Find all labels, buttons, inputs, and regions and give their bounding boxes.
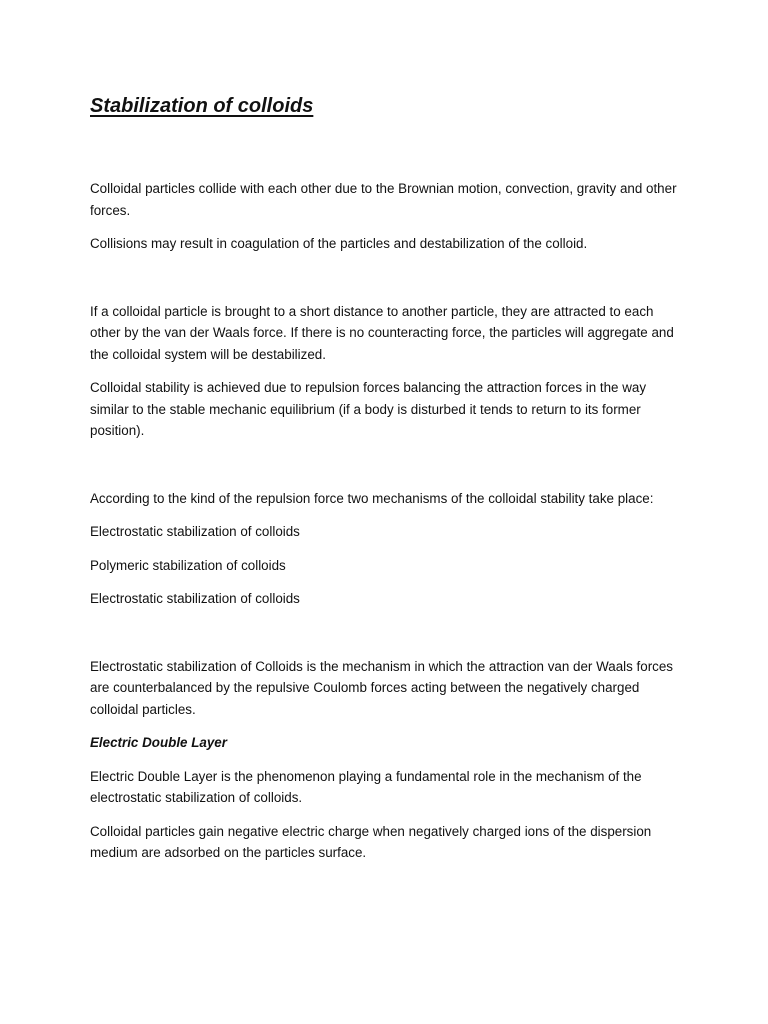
list-item-electrostatic: Electrostatic stabilization of colloids <box>90 524 300 539</box>
paragraph-brownian-collisions: Colloidal particles collide with each other due to the Brownian motion, convection, gravity and other forces. <box>90 181 677 218</box>
paragraph-electrostatic-definition: Electrostatic stabilization of Colloids is the mechanism in which the attraction van der Waals forces are counterbalanced by the repulsive Coulomb forces acting between the negatively charged colloidal particles. <box>90 658 673 717</box>
paragraph-colloidal-stability: Colloidal stability is achieved due to repulsion forces balancing the attraction forces in the way similar to the stable mechanic equilibrium (if a body is disturbed it tends to return to its former position). <box>90 380 647 438</box>
section-heading-electrostatic: Electrostatic stabilization of colloids <box>90 591 300 606</box>
document-body <box>90 178 680 864</box>
list-item-polymeric: Polymeric stabilization of colloids <box>90 557 286 573</box>
subheading-electric-double-layer: Electric Double Layer <box>90 735 227 750</box>
paragraph-double-layer-role: Electric Double Layer is the phenomenon playing a fundamental role in the mechanism of the electrostatic stabilization of colloids. <box>90 768 642 805</box>
paragraph-coagulation: Collisions may result in coagulation of the particles and destabilization of the colloid. <box>90 236 588 251</box>
paragraph-repulsion-mechanisms: According to the kind of the repulsion force two mechanisms of the colloidal stability take place: <box>90 490 654 506</box>
document-title: Stabilization of colloids <box>90 95 314 117</box>
paragraph-negative-charge: Colloidal particles gain negative electric charge when negatively charged ions of the dispersion medium are adsorbed on the particles surface. <box>90 823 652 860</box>
paragraph-van-der-waals: If a colloidal particle is brought to a short distance to another particle, they are attracted to each other by the van der Waals force. If there is no counteracting force, the particles will aggregate and the colloidal system will be destabilized. <box>90 303 674 362</box>
